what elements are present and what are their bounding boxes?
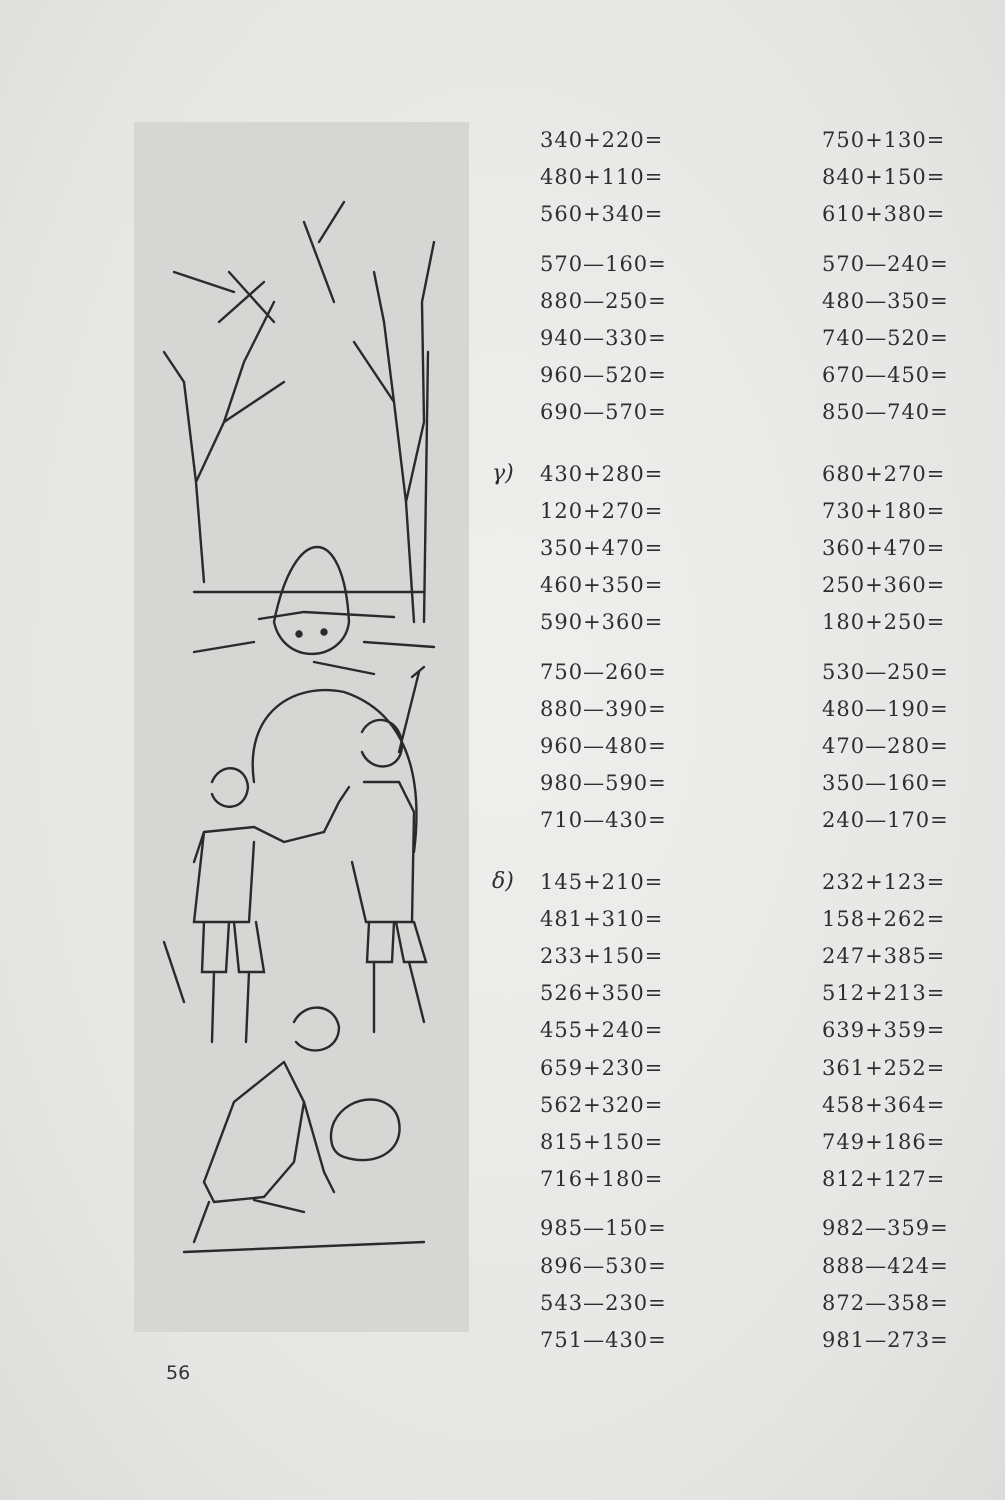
equation-right: 981—273= xyxy=(822,1328,949,1352)
equation-left: 880—250= xyxy=(540,289,667,313)
equation-right: 888—424= xyxy=(822,1254,949,1278)
equation-left: 690—570= xyxy=(540,400,667,424)
equation-left: 960—480= xyxy=(540,734,667,758)
equation-left: 570—160= xyxy=(540,252,667,276)
equation-left: 659+230= xyxy=(540,1056,664,1080)
equation-left: 481+310= xyxy=(540,907,664,931)
equation-right: 180+250= xyxy=(822,610,946,634)
equation-left: 455+240= xyxy=(540,1018,664,1042)
equation-left: 120+270= xyxy=(540,499,664,523)
equation-left: 543—230= xyxy=(540,1291,667,1315)
equation-right: 470—280= xyxy=(822,734,949,758)
equation-left: 480+110= xyxy=(540,165,664,189)
equation-right: 750+130= xyxy=(822,128,946,152)
equation-left: 716+180= xyxy=(540,1167,664,1191)
equation-right: 570—240= xyxy=(822,252,949,276)
equation-left: 880—390= xyxy=(540,697,667,721)
equation-right: 247+385= xyxy=(822,944,946,968)
equation-left: 751—430= xyxy=(540,1328,667,1352)
equation-left: 430+280= xyxy=(540,462,664,486)
equation-left: 233+150= xyxy=(540,944,664,968)
equation-right: 458+364= xyxy=(822,1093,946,1117)
equation-left: 985—150= xyxy=(540,1216,667,1240)
equation-right: 639+359= xyxy=(822,1018,946,1042)
equation-left: 460+350= xyxy=(540,573,664,597)
section-marker: δ) xyxy=(492,868,514,894)
equation-right: 530—250= xyxy=(822,660,949,684)
equation-right: 872—358= xyxy=(822,1291,949,1315)
equation-right: 982—359= xyxy=(822,1216,949,1240)
equation-left: 896—530= xyxy=(540,1254,667,1278)
equation-right: 350—160= xyxy=(822,771,949,795)
equation-left: 145+210= xyxy=(540,870,664,894)
equation-right: 740—520= xyxy=(822,326,949,350)
equation-left: 815+150= xyxy=(540,1130,664,1154)
equation-left: 562+320= xyxy=(540,1093,664,1117)
equation-right: 680+270= xyxy=(822,462,946,486)
equation-left: 710—430= xyxy=(540,808,667,832)
equation-right: 749+186= xyxy=(822,1130,946,1154)
equation-left: 560+340= xyxy=(540,202,664,226)
equation-right: 158+262= xyxy=(822,907,946,931)
page-number: 56 xyxy=(166,1362,191,1384)
equation-right: 232+123= xyxy=(822,870,946,894)
equation-right: 812+127= xyxy=(822,1167,946,1191)
equation-right: 840+150= xyxy=(822,165,946,189)
equation-right: 361+252= xyxy=(822,1056,946,1080)
equation-left: 350+470= xyxy=(540,536,664,560)
equation-right: 850—740= xyxy=(822,400,949,424)
equation-left: 980—590= xyxy=(540,771,667,795)
equation-left: 340+220= xyxy=(540,128,664,152)
equation-right: 250+360= xyxy=(822,573,946,597)
section-marker: γ) xyxy=(492,460,514,486)
equation-left: 590+360= xyxy=(540,610,664,634)
equation-right: 512+213= xyxy=(822,981,946,1005)
equation-left: 960—520= xyxy=(540,363,667,387)
equation-left: 940—330= xyxy=(540,326,667,350)
equation-right: 730+180= xyxy=(822,499,946,523)
equation-right: 480—350= xyxy=(822,289,949,313)
equation-left: 750—260= xyxy=(540,660,667,684)
children-building-snowman-illustration xyxy=(134,122,469,1332)
equation-right: 360+470= xyxy=(822,536,946,560)
equation-right: 240—170= xyxy=(822,808,949,832)
equation-right: 610+380= xyxy=(822,202,946,226)
equation-left: 526+350= xyxy=(540,981,664,1005)
equation-right: 480—190= xyxy=(822,697,949,721)
equation-right: 670—450= xyxy=(822,363,949,387)
